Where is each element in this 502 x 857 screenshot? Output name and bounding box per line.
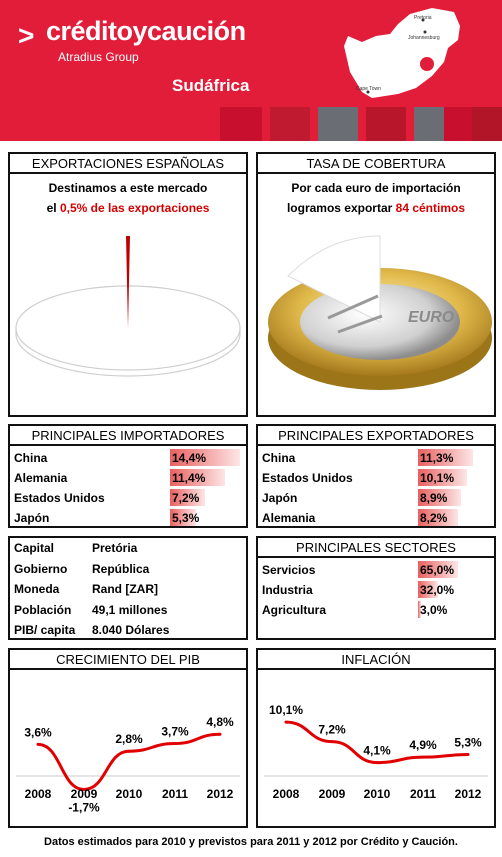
coin-euro-text: EURO bbox=[408, 309, 455, 326]
exporter-row bbox=[258, 448, 494, 468]
data-label: 4,8% bbox=[206, 715, 234, 730]
exporter-name: China bbox=[262, 451, 296, 465]
exports-line2-prefix: el bbox=[46, 201, 60, 215]
data-label: 7,2% bbox=[318, 722, 346, 737]
sector-value: 32,0% bbox=[420, 583, 455, 597]
exporter-row bbox=[258, 488, 494, 508]
exporter-name: Alemania bbox=[262, 511, 316, 525]
fact-label: Moneda bbox=[14, 582, 60, 596]
exports-share-slice bbox=[126, 236, 130, 328]
x-tick-label: 2011 bbox=[161, 787, 189, 801]
importer-name: Japón bbox=[14, 511, 50, 525]
data-label: 2,8% bbox=[115, 732, 143, 747]
header-banner bbox=[0, 0, 502, 141]
coverage-panel bbox=[256, 152, 496, 417]
brand-subtitle: Atradius Group bbox=[58, 50, 139, 64]
data-label: 3,7% bbox=[161, 724, 189, 739]
coverage-value: 84 céntimos bbox=[395, 201, 466, 215]
coverage-line2 bbox=[258, 201, 494, 215]
data-point bbox=[128, 750, 131, 753]
importer-value: 14,4% bbox=[172, 451, 207, 465]
inflation-chart bbox=[258, 672, 494, 828]
fact-label: Gobierno bbox=[14, 561, 68, 576]
exporter-value: 10,1% bbox=[420, 471, 455, 485]
importer-row bbox=[10, 488, 246, 508]
data-label: 10,1% bbox=[268, 703, 304, 718]
footer-note: Datos estimados para 2010 y previstos para 2011 y 2012 por Crédito y Caución. bbox=[44, 836, 458, 848]
exports-pie-chart bbox=[10, 226, 246, 416]
exporters-panel bbox=[256, 424, 496, 528]
data-point bbox=[376, 761, 379, 764]
exporter-value: 8,9% bbox=[420, 491, 448, 505]
fact-value: 49,1 millones bbox=[92, 602, 168, 617]
data-point bbox=[331, 740, 334, 743]
exports-panel bbox=[8, 152, 248, 417]
brand-logo-icon: > bbox=[18, 20, 35, 51]
exports-title: EXPORTACIONES ESPAÑOLAS bbox=[10, 154, 246, 174]
coverage-line2-prefix: logramos exportar bbox=[286, 201, 396, 215]
map-label-johannesburg: Johannesburg bbox=[408, 35, 440, 41]
importer-name: China bbox=[14, 451, 48, 465]
x-tick-label: 2009 bbox=[318, 787, 346, 801]
x-tick-label: 2008 bbox=[24, 787, 52, 801]
data-label: 4,1% bbox=[363, 743, 391, 758]
importer-name: Alemania bbox=[14, 471, 68, 485]
fact-value: 8.040 Dólares bbox=[92, 623, 170, 637]
exporter-row bbox=[258, 468, 494, 488]
data-point bbox=[422, 756, 425, 759]
x-tick-label: 2010 bbox=[115, 787, 143, 801]
fact-label: PIB/ capita bbox=[14, 623, 76, 637]
exports-line1: Destinamos a este mercado bbox=[48, 181, 208, 195]
country-title: Sudáfrica bbox=[172, 76, 250, 95]
exporter-value: 11,3% bbox=[420, 451, 454, 465]
data-label: 3,6% bbox=[24, 725, 52, 740]
sectors-panel bbox=[256, 536, 496, 640]
exporters-title: PRINCIPALES EXPORTADORES bbox=[258, 426, 494, 446]
data-point bbox=[174, 742, 177, 745]
gdp-growth-panel bbox=[8, 648, 248, 828]
exporter-value: 8,2% bbox=[420, 511, 448, 525]
sectors-title: PRINCIPALES SECTORES bbox=[258, 538, 494, 558]
country-facts-panel bbox=[8, 536, 248, 640]
fact-label: Población bbox=[14, 602, 72, 617]
x-tick-label: 2012 bbox=[206, 787, 234, 801]
map-label-cape-town: Cape Town bbox=[356, 86, 381, 92]
fact-value: República bbox=[92, 561, 150, 576]
sector-row bbox=[258, 560, 494, 580]
fact-value: Rand [ZAR] bbox=[92, 582, 158, 596]
data-point bbox=[219, 733, 222, 736]
exporter-row bbox=[258, 508, 494, 528]
exports-line2 bbox=[10, 201, 246, 215]
data-label: 4,9% bbox=[409, 738, 437, 753]
sector-name: Industria bbox=[262, 583, 313, 597]
importers-panel bbox=[8, 424, 248, 528]
decorative-stripes bbox=[220, 107, 502, 141]
sector-name: Agricultura bbox=[262, 603, 327, 617]
sector-row bbox=[258, 600, 494, 620]
importer-row bbox=[10, 448, 246, 468]
coverage-line1: Por cada euro de importación bbox=[291, 181, 461, 195]
importer-value: 5,3% bbox=[172, 511, 200, 525]
inflation-title: INFLACIÓN bbox=[258, 650, 494, 670]
data-point bbox=[467, 753, 470, 756]
x-tick-label: 2009 bbox=[70, 787, 98, 801]
importer-name: Estados Unidos bbox=[14, 491, 105, 505]
gdp-growth-title: CRECIMIENTO DEL PIB bbox=[10, 650, 246, 670]
sector-name: Servicios bbox=[262, 563, 316, 577]
sector-row bbox=[258, 580, 494, 600]
exports-share-value: 0,5% de las exportaciones bbox=[59, 201, 210, 215]
data-point bbox=[285, 721, 288, 724]
gdp-growth-chart bbox=[10, 672, 246, 828]
coverage-title: TASA DE COBERTURA bbox=[258, 154, 494, 174]
importer-value: 11,4% bbox=[172, 471, 206, 485]
importer-row bbox=[10, 508, 246, 528]
brand-name: créditoycaución bbox=[46, 16, 246, 46]
data-label: 5,3% bbox=[454, 735, 482, 750]
importers-title: PRINCIPALES IMPORTADORES bbox=[10, 426, 246, 446]
map-label-pretoria: Pretoria bbox=[414, 15, 432, 21]
data-label: -1,7% bbox=[68, 800, 100, 815]
importer-value: 7,2% bbox=[172, 491, 200, 505]
coverage-coin-chart bbox=[258, 226, 494, 416]
data-point bbox=[37, 743, 40, 746]
fact-label: Capital bbox=[14, 541, 55, 555]
x-tick-label: 2012 bbox=[454, 787, 482, 801]
x-tick-label: 2011 bbox=[409, 787, 437, 801]
exporter-name: Japón bbox=[262, 491, 298, 505]
exporter-name: Estados Unidos bbox=[262, 471, 353, 485]
south-africa-map-icon bbox=[336, 6, 496, 106]
fact-value: Pretória bbox=[92, 541, 138, 555]
importer-row bbox=[10, 468, 246, 488]
x-tick-label: 2010 bbox=[363, 787, 391, 801]
x-tick-label: 2008 bbox=[272, 787, 300, 801]
sector-value: 3,0% bbox=[420, 603, 448, 617]
inflation-panel bbox=[256, 648, 496, 828]
sector-value: 65,0% bbox=[420, 563, 455, 577]
